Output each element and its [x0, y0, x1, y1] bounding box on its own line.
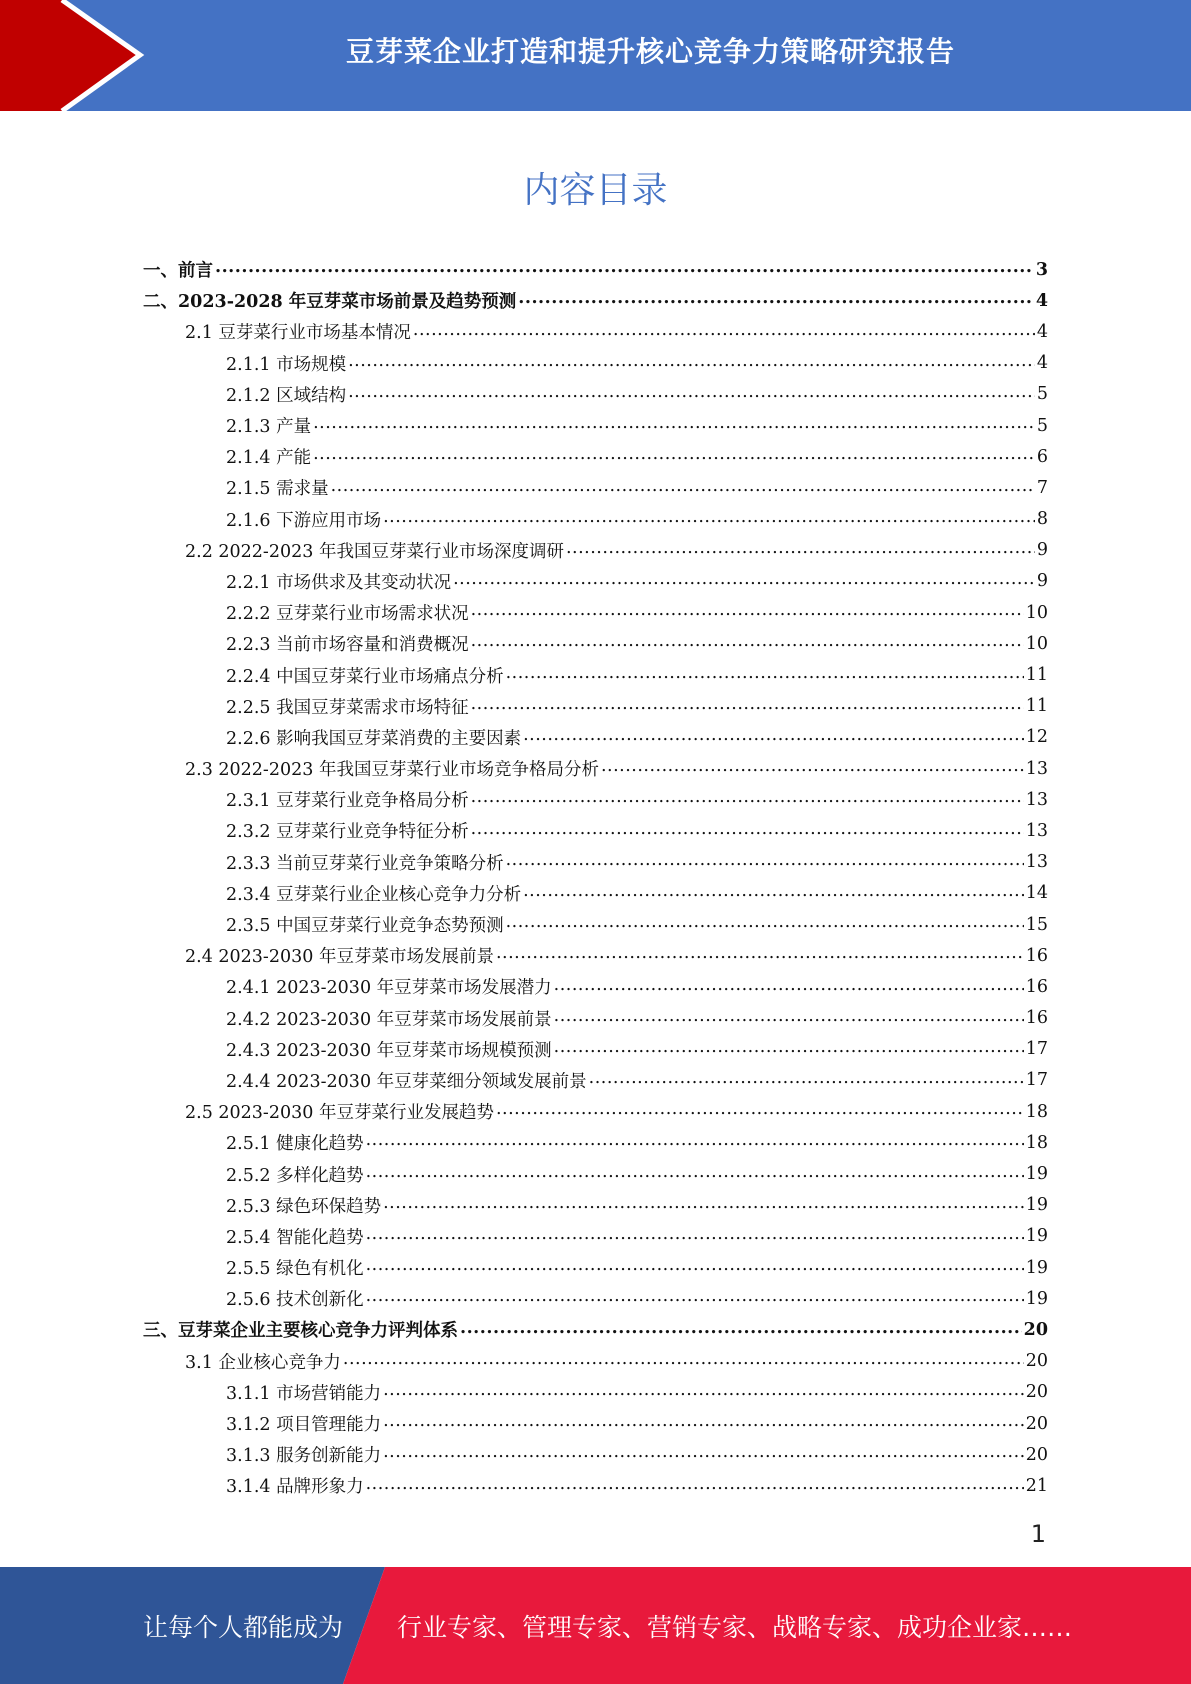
toc-dot-leader — [523, 878, 1024, 909]
toc-entry-label: 2.3.2 豆芽菜行业竞争特征分析 — [226, 822, 469, 843]
toc-entry-label: 2.3.4 豆芽菜行业企业核心竞争力分析 — [226, 884, 522, 905]
toc-entry-page: 16 — [1025, 1008, 1048, 1029]
toc-entry-page: 4 — [1036, 321, 1048, 342]
toc-entry-page: 20 — [1023, 1319, 1048, 1340]
toc-entry-label: 2.3 2022-2023 年我国豆芽菜行业市场竞争格局分析 — [185, 760, 599, 781]
toc-dot-leader — [589, 1065, 1024, 1096]
toc-dot-leader — [313, 441, 1035, 472]
toc-entry[interactable] — [143, 1034, 1048, 1065]
toc-entry-label: 2.2.6 影响我国豆芽菜消费的主要因素 — [226, 728, 522, 749]
toc-entry-label: 2.4.1 2023-2030 年豆芽菜市场发展潜力 — [226, 978, 552, 999]
toc-dot-leader — [554, 1034, 1024, 1065]
toc-dot-leader — [471, 691, 1024, 722]
toc-dot-leader — [453, 566, 1035, 597]
toc-dot-leader — [460, 1314, 1022, 1345]
toc-dot-leader — [348, 379, 1035, 410]
toc-entry-label: 2.1.3 产量 — [226, 417, 312, 438]
toc-entry-label: 2.2.3 当前市场容量和消费概况 — [226, 635, 469, 656]
toc-entry[interactable] — [143, 472, 1048, 503]
report-title: 豆芽菜企业打造和提升核心竞争力策略研究报告 — [345, 35, 955, 68]
footer-slogan-left: 让每个人都能成为 — [143, 1612, 344, 1642]
toc-entry-page: 3 — [1035, 259, 1048, 280]
toc-entry[interactable] — [143, 1221, 1048, 1252]
toc-entry-label: 2.4.4 2023-2030 年豆芽菜细分领域发展前景 — [226, 1071, 587, 1092]
toc-entry[interactable] — [143, 628, 1048, 659]
toc-entry[interactable] — [143, 504, 1048, 535]
toc-entry-page: 15 — [1025, 914, 1048, 935]
toc-entry[interactable] — [143, 254, 1048, 285]
toc-entry[interactable] — [143, 847, 1048, 878]
toc-entry-page: 20 — [1025, 1382, 1048, 1403]
toc-entry[interactable] — [143, 316, 1048, 347]
toc-entry-page: 21 — [1025, 1475, 1048, 1496]
toc-entry-label: 3.1.3 服务创新能力 — [226, 1446, 382, 1467]
toc-dot-leader — [215, 254, 1034, 285]
toc-dot-leader — [343, 1346, 1024, 1377]
toc-entry-label: 2.5.3 绿色环保趋势 — [226, 1196, 382, 1217]
toc-entry[interactable] — [143, 1283, 1048, 1314]
toc-entry-label: 2.2 2022-2023 年我国豆芽菜行业市场深度调研 — [185, 541, 564, 562]
toc-entry-page: 7 — [1036, 477, 1048, 498]
toc-entry-page: 14 — [1025, 883, 1048, 904]
page-footer — [0, 1567, 1191, 1684]
toc-entry-page: 5 — [1036, 384, 1048, 405]
toc-entry[interactable] — [143, 285, 1048, 316]
toc-dot-leader — [506, 847, 1024, 878]
toc-entry-label: 2.3.5 中国豆芽菜行业竞争态势预测 — [226, 916, 504, 937]
toc-dot-leader — [366, 1283, 1024, 1314]
toc-entry[interactable] — [143, 940, 1048, 971]
toc-dot-leader — [348, 348, 1035, 379]
toc-entry-label: 二、2023-2028 年豆芽菜市场前景及趋势预测 — [143, 292, 517, 313]
toc-entry-page: 16 — [1025, 976, 1048, 997]
toc-entry-label: 2.1.2 区域结构 — [226, 385, 347, 406]
toc-entry-page: 10 — [1025, 633, 1048, 654]
header-chevron-decoration — [0, 0, 160, 111]
toc-entry-label: 3.1.1 市场营销能力 — [226, 1383, 382, 1404]
toc-dot-leader — [518, 285, 1034, 316]
toc-entry[interactable] — [143, 1377, 1048, 1408]
toc-entry-label: 3.1 企业核心竞争力 — [185, 1352, 341, 1373]
toc-dot-leader — [506, 909, 1024, 940]
toc-dot-leader — [554, 971, 1024, 1002]
page-number: 1 — [1030, 1520, 1046, 1548]
toc-entry[interactable] — [143, 753, 1048, 784]
toc-entry-page: 10 — [1025, 602, 1048, 623]
toc-dot-leader — [383, 1408, 1024, 1439]
toc-entry-label: 2.5.4 智能化趋势 — [226, 1227, 364, 1248]
toc-entry-page: 11 — [1025, 696, 1048, 717]
toc-dot-leader — [496, 940, 1024, 971]
toc-entry[interactable] — [143, 566, 1048, 597]
toc-entry[interactable] — [143, 379, 1048, 410]
toc-dot-leader — [383, 1190, 1024, 1221]
toc-entry-label: 3.1.4 品牌形象力 — [226, 1477, 364, 1498]
toc-entry[interactable] — [143, 722, 1048, 753]
toc-dot-leader — [313, 410, 1035, 441]
toc-entry-page: 20 — [1025, 1413, 1048, 1434]
toc-entry-page: 19 — [1025, 1164, 1048, 1185]
toc-entry-page: 13 — [1025, 789, 1048, 810]
toc-entry-page: 13 — [1025, 852, 1048, 873]
toc-entry-page: 4 — [1036, 353, 1048, 374]
toc-entry-page: 13 — [1025, 758, 1048, 779]
toc-dot-leader — [506, 659, 1024, 690]
toc-entry-label: 2.1.1 市场规模 — [226, 354, 347, 375]
toc-dot-leader — [471, 784, 1024, 815]
toc-entry-label: 一、前言 — [143, 261, 213, 282]
toc-entry-label: 2.1.5 需求量 — [226, 479, 329, 500]
toc-entry[interactable] — [143, 1190, 1048, 1221]
toc-entry[interactable] — [143, 878, 1048, 909]
toc-entry-page: 9 — [1036, 540, 1048, 561]
toc-entry-page: 20 — [1025, 1444, 1048, 1465]
toc-entry[interactable] — [143, 1127, 1048, 1158]
toc-entry[interactable] — [143, 971, 1048, 1002]
toc-entry[interactable] — [143, 348, 1048, 379]
toc-entry[interactable] — [143, 410, 1048, 441]
toc-entry[interactable] — [143, 1252, 1048, 1283]
toc-entry-label: 2.1.6 下游应用市场 — [226, 510, 382, 531]
toc-dot-leader — [366, 1252, 1024, 1283]
toc-dot-leader — [366, 1470, 1024, 1501]
toc-entry-page: 5 — [1036, 415, 1048, 436]
toc-entry-label: 2.2.4 中国豆芽菜行业市场痛点分析 — [226, 666, 504, 687]
toc-entry-page: 4 — [1035, 290, 1048, 311]
toc-entry-page: 18 — [1025, 1132, 1048, 1153]
toc-entry[interactable] — [143, 784, 1048, 815]
toc-dot-leader — [523, 722, 1024, 753]
toc-entry-label: 2.2.5 我国豆芽菜需求市场特征 — [226, 697, 469, 718]
toc-dot-leader — [366, 1158, 1024, 1189]
toc-entry[interactable] — [143, 1003, 1048, 1034]
toc-entry-page: 9 — [1036, 571, 1048, 592]
toc-entry[interactable] — [143, 441, 1048, 472]
toc-entry-page: 19 — [1025, 1257, 1048, 1278]
toc-entry-label: 2.3.3 当前豆芽菜行业竞争策略分析 — [226, 853, 504, 874]
toc-entry-label: 2.3.1 豆芽菜行业竞争格局分析 — [226, 791, 469, 812]
toc-entry[interactable] — [143, 1346, 1048, 1377]
toc-dot-leader — [331, 472, 1035, 503]
toc-entry-page: 19 — [1025, 1226, 1048, 1247]
toc-entry-page: 8 — [1036, 509, 1048, 530]
toc-entry-page: 13 — [1025, 820, 1048, 841]
page-header — [0, 0, 1191, 111]
toc-dot-leader — [383, 1377, 1024, 1408]
toc-entry[interactable] — [143, 909, 1048, 940]
toc-entry-page: 19 — [1025, 1288, 1048, 1309]
toc-dot-leader — [566, 535, 1035, 566]
toc-entry-label: 2.5 2023-2030 年豆芽菜行业发展趋势 — [185, 1103, 494, 1124]
toc-title: 内容目录 — [523, 170, 668, 211]
toc-entry[interactable] — [143, 535, 1048, 566]
toc-entry-page: 11 — [1025, 665, 1048, 686]
toc-dot-leader — [554, 1003, 1024, 1034]
toc-entry-page: 20 — [1025, 1351, 1048, 1372]
toc-dot-leader — [366, 1221, 1024, 1252]
toc-dot-leader — [471, 597, 1024, 628]
toc-entry[interactable] — [143, 1096, 1048, 1127]
toc-entry-label: 2.5.5 绿色有机化 — [226, 1259, 364, 1280]
toc-entry-page: 6 — [1036, 446, 1048, 467]
toc-dot-leader — [366, 1127, 1024, 1158]
toc-entry-page: 17 — [1025, 1070, 1048, 1091]
toc-entry[interactable] — [143, 1065, 1048, 1096]
table-of-contents — [143, 254, 1048, 1502]
toc-entry[interactable] — [143, 1439, 1048, 1470]
toc-dot-leader — [471, 628, 1024, 659]
toc-entry-label: 2.5.1 健康化趋势 — [226, 1134, 364, 1155]
toc-entry-label: 2.1 豆芽菜行业市场基本情况 — [185, 323, 411, 344]
toc-dot-leader — [413, 316, 1035, 347]
toc-entry[interactable] — [143, 1158, 1048, 1189]
toc-entry[interactable] — [143, 1470, 1048, 1501]
toc-entry-label: 2.2.1 市场供求及其变动状况 — [226, 572, 452, 593]
toc-entry-page: 18 — [1025, 1101, 1048, 1122]
toc-dot-leader — [496, 1096, 1024, 1127]
toc-entry-label: 2.4.3 2023-2030 年豆芽菜市场规模预测 — [226, 1040, 552, 1061]
toc-entry-page: 17 — [1025, 1039, 1048, 1060]
toc-entry-page: 12 — [1025, 727, 1048, 748]
toc-dot-leader — [601, 753, 1024, 784]
toc-entry-label: 3.1.2 项目管理能力 — [226, 1415, 382, 1436]
toc-entry[interactable] — [143, 691, 1048, 722]
toc-entry[interactable] — [143, 597, 1048, 628]
toc-entry[interactable] — [143, 659, 1048, 690]
toc-entry-label: 2.5.2 多样化趋势 — [226, 1165, 364, 1186]
toc-entry-page: 19 — [1025, 1195, 1048, 1216]
toc-dot-leader — [383, 504, 1035, 535]
toc-entry-label: 三、豆芽菜企业主要核心竞争力评判体系 — [143, 1321, 458, 1342]
toc-entry-label: 2.2.2 豆芽菜行业市场需求状况 — [226, 604, 469, 625]
toc-entry[interactable] — [143, 1314, 1048, 1345]
footer-slogan-right: 行业专家、管理专家、营销专家、战略专家、成功企业家…… — [397, 1612, 1073, 1642]
toc-entry-label: 2.4.2 2023-2030 年豆芽菜市场发展前景 — [226, 1009, 552, 1030]
toc-entry[interactable] — [143, 815, 1048, 846]
toc-dot-leader — [383, 1439, 1024, 1470]
toc-entry-page: 16 — [1025, 945, 1048, 966]
toc-entry-label: 2.4 2023-2030 年豆芽菜市场发展前景 — [185, 947, 494, 968]
toc-entry-label: 2.5.6 技术创新化 — [226, 1290, 364, 1311]
toc-entry[interactable] — [143, 1408, 1048, 1439]
toc-dot-leader — [471, 815, 1024, 846]
toc-entry-label: 2.1.4 产能 — [226, 448, 312, 469]
